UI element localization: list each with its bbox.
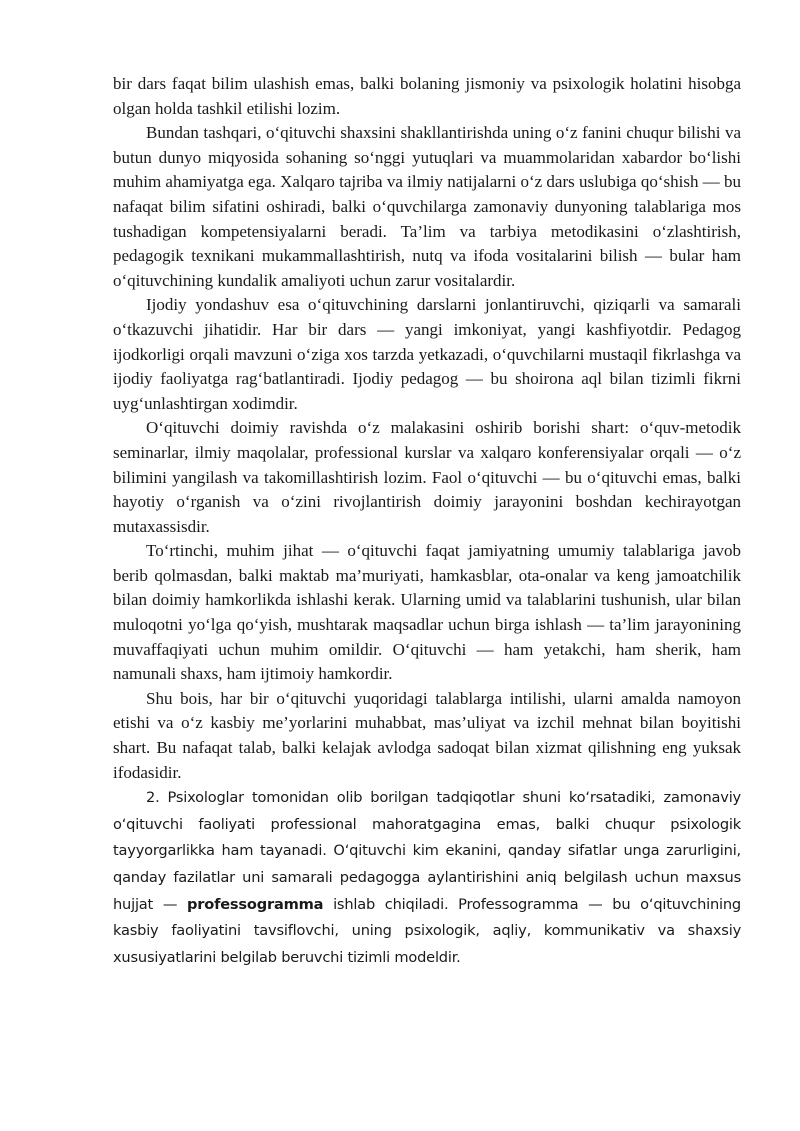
paragraph-5: To‘rtinchi, muhim jihat — o‘qituvchi faqat jamiyatning umumiy talablariga javob berib qolmasdan, balki maktab ma’muriyati, hamkasblar, ota-onalar va keng jamoatchilik bilan doimiy hamkorlikda ishlashi kerak. Ularning umid va talablarini tushunish, ular bilan muloqotni yo‘lga qo‘yish, mushtarak maqsadlar uchun birga ishlash — ta’lim jarayonining muvaffaqiyati uchun muhim omildir. O‘qituvchi — ham yetakchi, ham sherik, ham namunali shaxs, ham ijtimoiy hamkordir. (113, 541, 741, 684)
key-term: professogramma (187, 895, 324, 913)
paragraph-3: Ijodiy yondashuv esa o‘qituvchining darslarni jonlantiruvchi, qiziqarli va samarali o‘tkazuvchi jihatidir. Har bir dars — yangi imkoniyat, yangi kashfiyotdir. Pedagog ijodkorligi orqali mavzuni o‘ziga xos tarzda yetkazadi, o‘quvchilarni mustaqil fikrlashga va ijodiy faoliyatga rag‘batlantiradi. Ijodiy pedagog — bu shoirona aql bilan tizimli fikrni uyg‘unlashtirgan xodimdir. (113, 295, 741, 413)
document-page (113, 72, 741, 971)
paragraph-4: O‘qituvchi doimiy ravishda o‘z malakasini oshirib borishi shart: o‘quv-metodik seminarlar, ilmiy maqolalar, professional kurslar va xalqaro konferensiyalar orqali — o‘z bilimini yangilash va takomillashtirish lozim. Faol o‘qituvchi — bu o‘qituvchi emas, balki hayotiy o‘rganish va o‘zini rivojlantirish doimiy jarayonini boshdan kechirayotgan mutaxassisdir. (113, 418, 741, 536)
paragraph-7 (113, 785, 741, 971)
paragraph-6: Shu bois, har bir o‘qituvchi yuqoridagi talablarga intilishi, ularni amalda namoyon etishi va o‘z kasbiy me’yorlarini muhabbat, mas’uliyat va izchil mehnat bilan boyitishi shart. Bu nafaqat talab, balki kelajak avlodga sadoqat bilan xizmat qilishning eng yuksak ifodasidir. (113, 688, 741, 782)
paragraph-7-text-start: 2. Psixologlar tomonidan olib borilgan tadqiqotlar shuni ko‘rsatadiki, zamonaviy o‘qituvchi faoliyati professional mahoratgagina emas, balki chuqur psixologik tayyorgarlikka ham tayanadi. O‘qituvchi kim ekanini, qanday sifatlar unga zarurligini, qanday fazilatlar uni samarali pedagogga aylantirishini aniq belgilash uchun maxsus hujjat — (113, 789, 741, 913)
paragraph-1: bir dars faqat bilim ulashish emas, balki bolaning jismoniy va psixologik holatini hisobga olgan holda tashkil etilishi lozim. (113, 74, 741, 118)
paragraph-7-text-end: ishlab chiqiladi. Professogramma — bu o‘qituvchining kasbiy faoliyatini tavsiflovchi, uning psixologik, aqliy, kommunikativ va shaxsiy xususiyatlarini belgilab beruvchi tizimli modeldir. (113, 895, 741, 966)
paragraph-2: Bundan tashqari, o‘qituvchi shaxsini shakllantirishda uning o‘z fanini chuqur bilishi va butun dunyo miqyosida sohaning so‘nggi yutuqlari va muammolaridan xabardor bo‘lishi muhim ahamiyatga ega. Xalqaro tajriba va ilmiy natijalarni o‘z dars uslubiga qo‘shish — bu nafaqat bilim sifatini oshiradi, balki o‘quvchilarga zamonaviy dunyoning talablariga mos tushadigan kompetensiyalarni beradi. Ta’lim va tarbiya metodikasini o‘zlashtirish, pedagogik texnikani mukammallashtirish, nutq va ifoda vositalarini bilish — bular ham o‘qituvchining kundalik amaliyoti uchun zarur vositalardir. (113, 123, 741, 290)
